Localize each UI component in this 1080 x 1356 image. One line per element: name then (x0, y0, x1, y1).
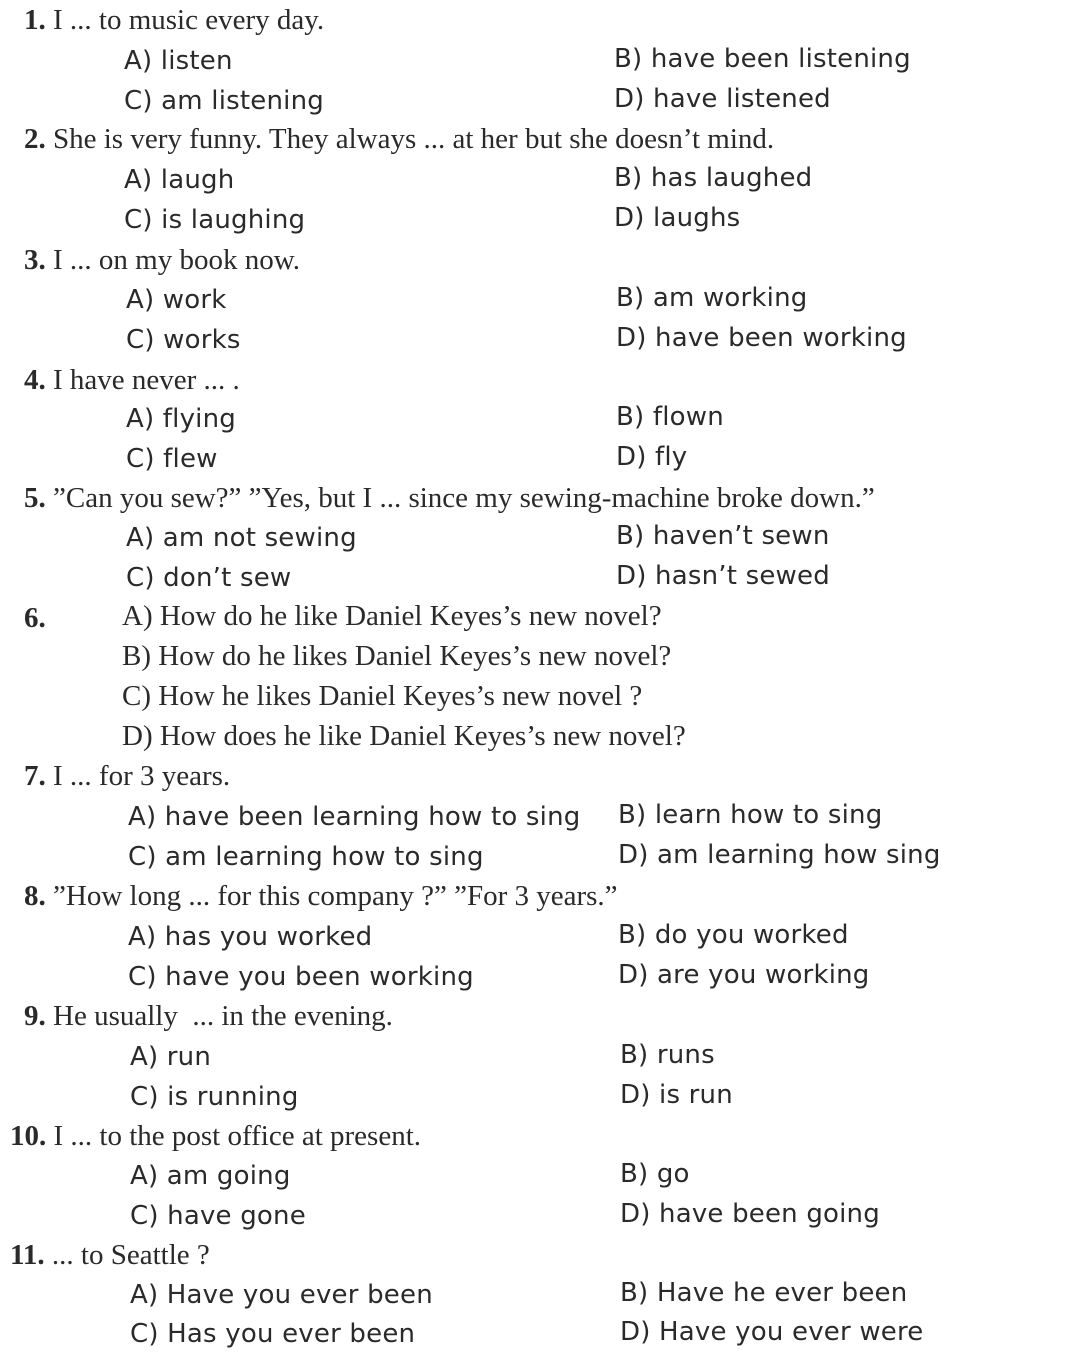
question-stem: He usually ... in the evening. (53, 1000, 393, 1032)
question-number: 4. (24, 364, 46, 396)
option-c: C) am listening (124, 86, 324, 116)
option-d: D) have listened (614, 84, 831, 114)
question-stem: I ... on my book now. (53, 244, 301, 276)
question-4 (24, 366, 240, 395)
option-a: A) Have you ever been (130, 1280, 433, 1310)
question-stem: I have never ... . (53, 364, 240, 396)
question-stem: I ... to music every day. (53, 4, 325, 36)
option-a: A) am not sewing (126, 523, 357, 553)
option-d: D) are you working (618, 960, 870, 990)
question-number: 3. (24, 244, 46, 276)
option-d: D) hasn’t sewed (616, 561, 830, 591)
question-2 (24, 125, 774, 154)
question-number: 10. (10, 1120, 47, 1152)
question-stem: She is very funny. They always ... at her but she doesn’t mind. (53, 123, 775, 155)
question-stem: ... to Seattle ? (51, 1239, 210, 1271)
question-number: 5. (24, 482, 46, 514)
option-a: A) has you worked (128, 922, 373, 952)
question-stem: ”How long ... for this company ?” ”For 3 years.” (53, 880, 618, 912)
question-6 (24, 604, 46, 633)
option-c: C) have gone (130, 1201, 306, 1231)
option-c: C) How he likes Daniel Keyes’s new novel ? (122, 680, 643, 712)
question-stem: ”Can you sew?” ”Yes, but I ... since my sewing-machine broke down.” (53, 482, 875, 514)
option-b: B) Have he ever been (620, 1278, 908, 1308)
option-a: A) listen (124, 46, 233, 76)
option-b: B) haven’t sewn (616, 521, 830, 551)
question-7 (24, 762, 230, 791)
option-c: C) is running (130, 1082, 299, 1112)
question-stem: I ... for 3 years. (53, 760, 231, 792)
option-d: D) have been working (616, 323, 907, 353)
question-number: 8. (24, 880, 46, 912)
option-d: D) fly (616, 442, 688, 472)
option-c: C) flew (126, 444, 218, 474)
question-number: 7. (24, 760, 46, 792)
question-number: 11. (10, 1239, 45, 1271)
question-stem: I ... to the post office at present. (53, 1120, 421, 1152)
option-a: A) laugh (124, 165, 235, 195)
question-5 (24, 484, 875, 513)
option-b: B) has laughed (614, 163, 813, 193)
option-b: B) flown (616, 402, 724, 432)
option-b: B) am working (616, 283, 808, 313)
option-c: C) Has you ever been (130, 1319, 416, 1349)
question-number: 6. (24, 602, 46, 634)
option-a: A) How do he like Daniel Keyes’s new novel? (122, 600, 662, 632)
option-d: D) How does he like Daniel Keyes’s new novel? (122, 720, 686, 752)
question-number: 2. (24, 123, 46, 155)
option-b: B) learn how to sing (618, 800, 883, 830)
option-b: B) go (620, 1159, 690, 1189)
option-b: B) have been listening (614, 44, 911, 74)
option-a: A) have been learning how to sing (128, 802, 581, 832)
option-d: D) laughs (614, 203, 741, 233)
question-number: 9. (24, 1000, 46, 1032)
question-11 (10, 1241, 210, 1270)
option-d: D) Have you ever were (620, 1317, 924, 1347)
option-b: B) runs (620, 1040, 715, 1070)
option-b: B) do you worked (618, 920, 849, 950)
question-10 (10, 1122, 421, 1151)
option-a: A) work (126, 285, 227, 315)
option-d: D) am learning how sing (618, 840, 941, 870)
option-c: C) don’t sew (126, 563, 292, 593)
option-a: A) am going (130, 1161, 291, 1191)
option-c: C) am learning how to sing (128, 842, 484, 872)
question-8 (24, 882, 618, 911)
question-9 (24, 1002, 393, 1031)
option-a: A) run (130, 1042, 212, 1072)
question-number: 1. (24, 4, 46, 36)
option-c: C) have you been working (128, 962, 474, 992)
question-1 (24, 6, 324, 35)
option-c: C) is laughing (124, 205, 306, 235)
question-3 (24, 246, 300, 275)
option-c: C) works (126, 325, 241, 355)
option-b: B) How do he likes Daniel Keyes’s new novel? (122, 640, 672, 672)
option-d: D) is run (620, 1080, 733, 1110)
option-a: A) flying (126, 404, 236, 434)
option-d: D) have been going (620, 1199, 880, 1229)
